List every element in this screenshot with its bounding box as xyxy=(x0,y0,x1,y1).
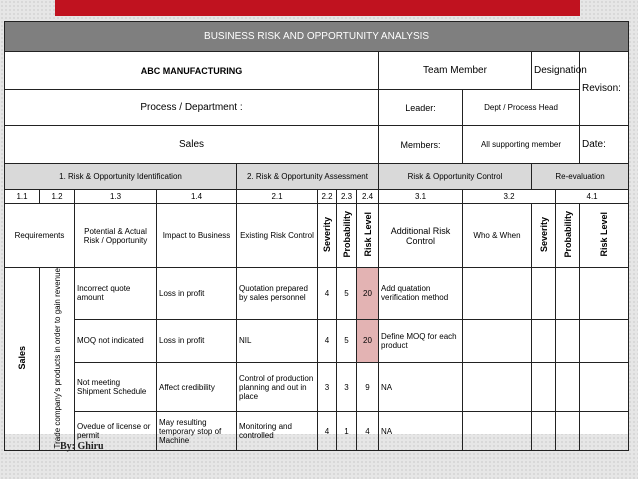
requirement-text: Trade company's products in order to gain revenue xyxy=(52,268,62,449)
top-accent-bar xyxy=(55,0,580,16)
col-number: 2.1 xyxy=(237,190,318,204)
probability-cell: 5 xyxy=(337,268,357,320)
who-when-cell xyxy=(463,412,532,451)
re-severity-cell xyxy=(532,268,556,320)
risk-table xyxy=(4,21,629,451)
re-probability-cell xyxy=(556,363,580,412)
probability-cell: 3 xyxy=(337,363,357,412)
risk-level-cell: 9 xyxy=(357,363,379,412)
re-risk-level-cell xyxy=(580,412,629,451)
control-cell: Monitoring and controlled xyxy=(237,412,318,451)
members-label: Members: xyxy=(379,126,463,164)
risk-level-cell: 20 xyxy=(357,268,379,320)
probability-cell: 5 xyxy=(337,319,357,362)
additional-control-cell: NA xyxy=(379,412,463,451)
leader-label: Leader: xyxy=(379,90,463,126)
footer-author: By: Ghiru xyxy=(60,441,104,452)
header-impact: Impact to Business xyxy=(157,204,237,268)
col-number: 2.4 xyxy=(357,190,379,204)
header-potential-risk: Potential & Actual Risk / Opportunity xyxy=(75,204,157,268)
re-risk-level-cell xyxy=(580,363,629,412)
revision-label: Revison: xyxy=(580,52,629,126)
date-label: Date: xyxy=(580,126,629,164)
impact-cell: Loss in profit xyxy=(157,319,237,362)
re-risk-level-cell xyxy=(580,268,629,320)
table-row xyxy=(5,319,629,362)
severity-cell: 4 xyxy=(318,319,337,362)
re-risk-level-cell xyxy=(580,319,629,362)
section-label: Sales xyxy=(17,346,27,370)
risk-level-cell: 20 xyxy=(357,319,379,362)
team-member-label: Team Member xyxy=(379,52,532,90)
section-assessment: 2. Risk & Opportunity Assessment xyxy=(237,164,379,190)
col-number: 3.2 xyxy=(463,190,556,204)
impact-cell: Affect credibility xyxy=(157,363,237,412)
header-existing-control: Existing Risk Control xyxy=(237,204,318,268)
col-number: 2.2 xyxy=(318,190,337,204)
company-name: ABC MANUFACTURING xyxy=(5,52,379,90)
severity-cell: 3 xyxy=(318,363,337,412)
col-number: 1.3 xyxy=(75,190,157,204)
severity-cell: 4 xyxy=(318,268,337,320)
designation-label: Designation xyxy=(532,52,580,90)
section-reevaluation: Re-evaluation xyxy=(532,164,629,190)
severity-cell: 4 xyxy=(318,412,337,451)
header-re-risk-level: Risk Level xyxy=(599,212,610,257)
control-cell: Quotation prepared by sales personnel xyxy=(237,268,318,320)
members-value: All supporting member xyxy=(463,126,580,164)
probability-cell: 1 xyxy=(337,412,357,451)
re-probability-cell xyxy=(556,319,580,362)
re-severity-cell xyxy=(532,319,556,362)
section-control: Risk & Opportunity Control xyxy=(379,164,532,190)
risk-cell: Ovedue of license or permit xyxy=(75,412,157,451)
re-probability-cell xyxy=(556,268,580,320)
risk-level-cell: 4 xyxy=(357,412,379,451)
control-cell: Control of production planning and out in place xyxy=(237,363,318,412)
header-who-when: Who & When xyxy=(463,204,532,268)
col-number: 3.1 xyxy=(379,190,463,204)
header-re-probability: Probability xyxy=(562,211,573,258)
department-value: Sales xyxy=(5,126,379,164)
header-probability: Probability xyxy=(341,211,352,258)
header-additional-control: Additional Risk Control xyxy=(379,204,463,268)
col-number: 1.2 xyxy=(40,190,75,204)
header-severity: Severity xyxy=(322,216,332,253)
leader-value: Dept / Process Head xyxy=(463,90,580,126)
additional-control-cell: Add quatation verification method xyxy=(379,268,463,320)
re-severity-cell xyxy=(532,363,556,412)
additional-control-cell: NA xyxy=(379,363,463,412)
header-risk-level: Risk Level xyxy=(362,212,373,257)
risk-cell: MOQ not indicated xyxy=(75,319,157,362)
section-identification: 1. Risk & Opportunity Identification xyxy=(5,164,237,190)
col-number: 4.1 xyxy=(556,190,629,204)
risk-cell: Incorrect quote amount xyxy=(75,268,157,320)
header-requirements: Requirements xyxy=(5,204,75,268)
table-row xyxy=(5,363,629,412)
impact-cell: Loss in profit xyxy=(157,268,237,320)
who-when-cell xyxy=(463,268,532,320)
additional-control-cell: Define MOQ for each product xyxy=(379,319,463,362)
col-number: 1.4 xyxy=(157,190,237,204)
impact-cell: May resulting temporary stop of Machine xyxy=(157,412,237,451)
re-probability-cell xyxy=(556,412,580,451)
risk-cell: Not meeting Shipment Schedule xyxy=(75,363,157,412)
header-re-severity: Severity xyxy=(538,216,549,253)
table-row xyxy=(5,268,629,320)
who-when-cell xyxy=(463,319,532,362)
report-title: BUSINESS RISK AND OPPORTUNITY ANALYSIS xyxy=(5,22,629,52)
col-number: 1.1 xyxy=(5,190,40,204)
who-when-cell xyxy=(463,363,532,412)
control-cell: NIL xyxy=(237,319,318,362)
col-number: 2.3 xyxy=(337,190,357,204)
process-label: Process / Department : xyxy=(5,90,379,126)
re-severity-cell xyxy=(532,412,556,451)
